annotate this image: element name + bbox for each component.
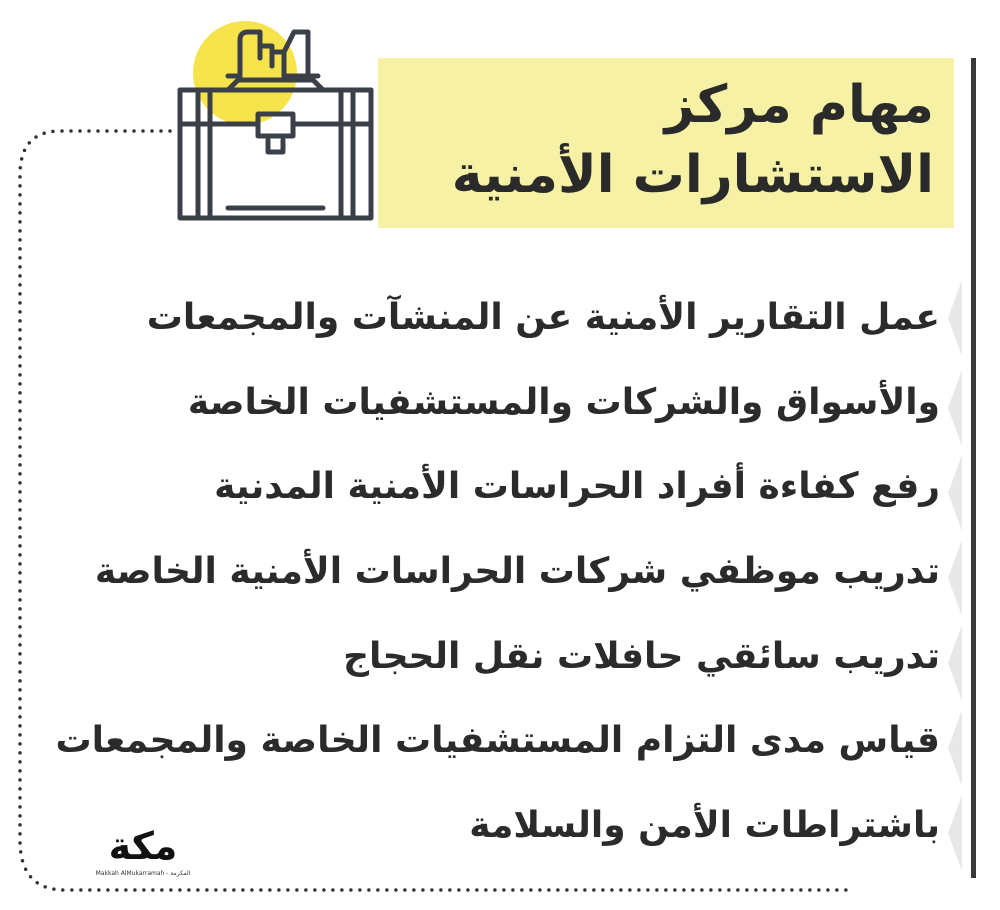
vertical-divider xyxy=(971,58,976,878)
list-item: قياس مدى التزام المستشفيات الخاصة والمجمعات xyxy=(55,720,940,762)
logo-wordmark: مكة xyxy=(108,824,178,868)
handshake-briefcase-icon xyxy=(168,18,383,232)
makkah-logo xyxy=(84,824,202,884)
list-item: باشتراطات الأمن والسلامة xyxy=(469,805,940,847)
list-item: تدريب سائقي حافلات نقل الحجاج xyxy=(343,635,940,677)
list-item: والأسواق والشركات والمستشفيات الخاصة xyxy=(187,381,940,423)
list-item: عمل التقارير الأمنية عن المنشآت والمجمعات xyxy=(146,297,940,338)
chevron-column xyxy=(940,280,970,880)
list-item: تدريب موظفي شركات الحراسات الأمنية الخاصة xyxy=(94,551,940,593)
logo-subtitle: Makkah AlMukarramah - المكرمة xyxy=(95,870,191,877)
title-box xyxy=(378,58,954,228)
list-item: رفع كفاءة أفراد الحراسات الأمنية المدنية xyxy=(214,466,940,508)
task-list xyxy=(55,276,940,869)
page-title: مهام مركز الاستشارات الأمنية xyxy=(451,75,934,205)
